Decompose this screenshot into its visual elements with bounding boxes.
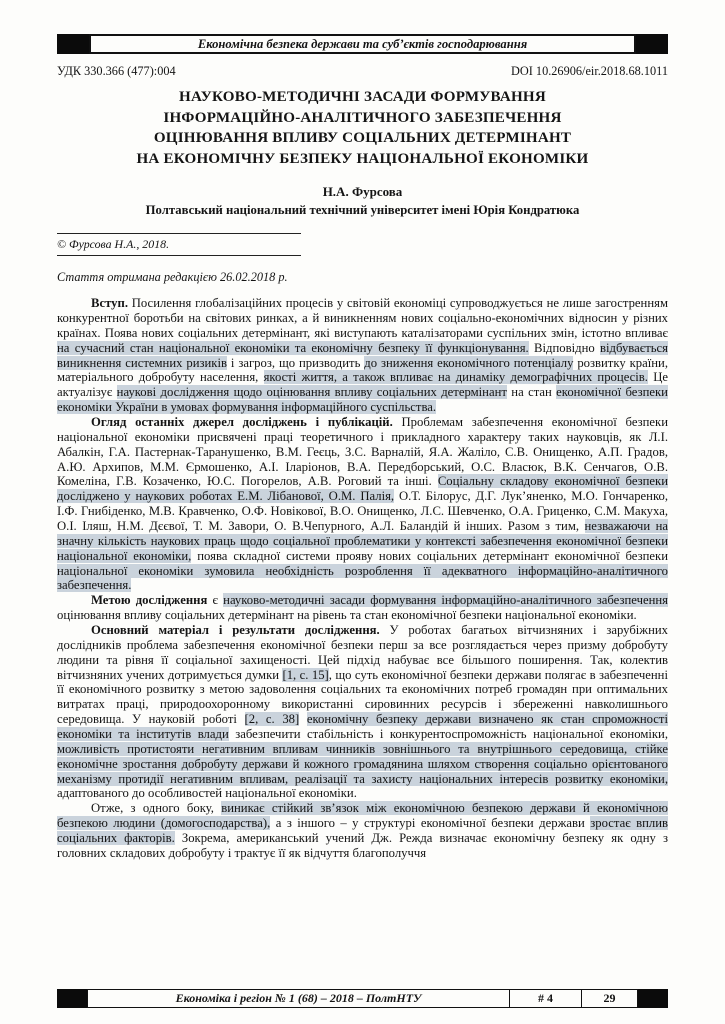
header-band [57,34,668,54]
text-run: Метою дослідження [91,593,208,608]
text-run: , що суть економічної безпеки держави полягає в забезпеченні її економічного розвитку з метою задоволення соціальних та економічних потреб громадян при оптимальних витратах праці, природоохоронному використанні сировинних ресурсів і збереженні навколишнього середовища. У науковій роботі [57,667,668,727]
text-run: відбувається виникнення системних ризиків [57,340,668,370]
text-run: поява складної системи прояву нових соціальних детермінант економічної безпеки [191,548,668,563]
article-body [57,296,668,861]
title-line: ІНФОРМАЦІЙНО-АНАЛІТИЧНОГО ЗАБЕЗПЕЧЕННЯ [163,109,562,126]
text-run: [2, с. 38] [244,712,300,727]
udc-code: УДК 330.366 (477):004 [57,64,176,78]
text-run: науково-методичні засади формування інформаційно-аналітичного забезпечення [223,593,668,608]
paragraph [57,623,668,801]
text-run: до зниження економічного потенціалу [364,355,574,370]
text-run: і загроз, що призводить [226,355,365,370]
header-band-square-right [636,34,668,54]
text-run: Основний матеріал і результати дослідження. [91,622,390,637]
text-run: а з іншого – у структурі економічної безпеки держави [270,816,591,831]
title-line: НАУКОВО-МЕТОДИЧНІ ЗАСАДИ ФОРМУВАННЯ [179,89,546,105]
title-line: НА ЕКОНОМІЧНУ БЕЗПЕКУ НАЦІОНАЛЬНОЇ ЕКОНОМІКИ [136,150,589,167]
header-band-square-left [57,34,89,54]
text-run: можливість протистояти негативним впливам чинників зовнішнього та внутрішнього середовища, стійке економічне зростання добробуту держави й кожного громадянина шляхом створення соціально орієнтованого механізму протидії негативним впливам, реалізації та захисту національних інтересів розвитку економіки, [57,741,668,786]
divider-line [57,255,301,256]
text-run: забезпечити стабільність і конкурентоспроможність національної економіки, [228,726,668,741]
doi-code: DOI 10.26906/eir.2018.68.1011 [510,64,668,78]
text-run: У роботах багатьох вітчизняних і зарубіжних дослідників проблема забезпечення економічної безпеки перш за все розглядається через призму добробуту людини та рівня її соціальної захищеності. Цей підхід набуває все більшого поширення. Так, колектив вітчизняних учених дотримується думки [57,622,668,682]
text-run: розвитку країни, матеріального добробуту населення, [57,355,669,385]
text-run: О.Т. Білорус, Д.Г. Лук’яненко, М.О. Гончаренко, І.Ф. Гнибіденко, М.В. Кравченко, О.Ф. Новікової, В.О. Онищенко, Л.С. Шевченко, О.А. Гриценко, С.М. Макуха, О.І. Іляш, Н.М. Дєєвої, Т. М. Завори, О. В.Чепурного, А.Л. Баландій й інших. Разом з тим, [57,489,669,533]
author-affiliation: Полтавський національний технічний університет імені Юрія Кондратюка [145,203,580,218]
text-run: на сучасний стан національної економіки та економічну безпеку її функціонування. [57,340,529,355]
divider-line [57,233,301,234]
footer-band [57,989,668,1008]
received-date: Стаття отримана редакцією 26.02.2018 р. [57,270,288,285]
footer-page-number: 29 [582,989,638,1008]
article-title [57,87,668,169]
text-run: Посилення глобалізаційних процесів у світовій економіці супроводжується не лише загостренням конкурентної боротьби на світових ринках, а й виникненням нових соціально-економічних відносин у різних країнах. Поява нових соціальних детермінант, які виступають каталізаторами суспільних змін, істотно впливає [57,296,668,340]
footer-band-square-right [638,989,668,1008]
header-band-text: Економічна безпека держави та суб’єктів господарювання [197,36,528,51]
footer-journal-title: Економіка і регіон № 1 (68) – 2018 – ПолтНТУ [87,989,510,1008]
meta-row [57,64,668,79]
text-run [299,712,307,726]
text-run: економічну безпеку держави визначено як стан спроможності економіки та інститутів влади [57,712,669,741]
text-run: якості життя, а також впливає на динаміку демографічних процесів. [263,370,648,385]
title-line: ОЦІНЮВАННЯ ВПЛИВУ СОЦІАЛЬНИХ ДЕТЕРМІНАНТ [153,130,572,147]
text-run: оцінювання впливу соціальних детермінант на рівень та стан економічної безпеки національної економіки. [57,608,637,623]
text-run: Вступ. [91,296,132,311]
text-run: Проблемам забезпечення економічної безпеки національної економіки присвячені праці теоретичного і прикладного характеру таких науковців, як Л.І. Абалкін, Г.А. Пастернак-Таранушенко, В.М. Геєць, З.С. Варналій, Я.А. Жаліло, С.В. Онищенко, А.П. Градов, А.Ю. Архипов, М.М. Єрмошенко, А.І. Іларіонов, В.А. Передборський, О.С. Власюк, В.К. Сенчагов, О.В. Комеліна, Г.В. Козаченко, Ю.С. Погорелов, А.В. Роговий та інші. [57,414,668,489]
header-band-box [89,34,636,54]
copyright-note: © Фурсова Н.А., 2018. [57,237,170,252]
text-run: виникає стійкий зв’язок між економічною безпекою держави й економічною безпекою людини (домогосподарства), [57,801,668,831]
author-name: Н.А. Фурсова [322,184,403,200]
text-run: наукові дослідження щодо оцінювання впливу соціальних детермінант [116,385,507,400]
paragraph [57,593,668,623]
paragraph [57,415,668,593]
paragraph [57,801,668,860]
text-run: національної економіки зумовила необхідність розроблення її адекватного інформаційно-аналітичного забезпечення. [57,563,668,593]
text-run: зростає вплив соціальних факторів. [57,816,668,845]
footer-issue-mark: # 4 [510,989,582,1008]
text-run: Відповідно [528,340,601,355]
text-run: є [207,593,224,608]
text-run: Огляд останніх джерел досліджень і публікацій. [91,414,402,429]
text-run: на стан [506,385,557,400]
text-run: Це актуалізує [57,370,668,400]
text-run: Соціальну складову економічної безпеки досліджено у наукових роботах Е.М. Лібанової, О.М. Палія, [57,474,669,504]
text-run: незважаючи на значну кількість наукових праць щодо соціальної проблематики у контексті забезпечення економічної безпеки національної економіки, [57,518,668,563]
footer-band-square-left [57,989,87,1008]
text-run: Отже, з одного боку, [91,801,222,816]
paragraph [57,296,668,415]
text-run: адаптованого до особливостей національної економіки. [57,786,357,801]
text-run: Зокрема, американський учений Дж. Режда визначає економічну безпеку як одну з головних складових добробуту і трактує її як відчуття благополуччя [57,831,668,860]
text-run: економічної безпеки економіки України в умовах формування інформаційного суспільства. [57,385,668,415]
text-run: [1, с. 15] [282,667,329,682]
